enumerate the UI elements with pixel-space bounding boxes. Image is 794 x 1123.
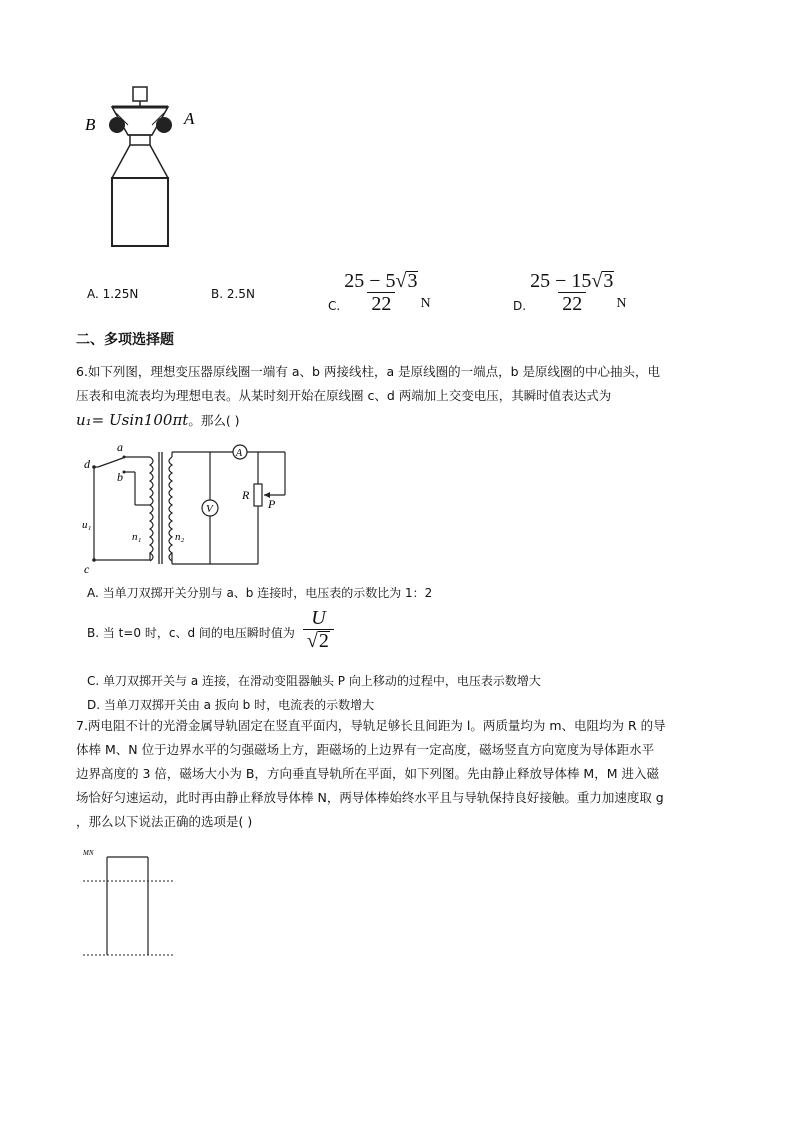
option-c-fraction: $\frac{25 - 5√3}{22}$: [344, 270, 418, 315]
option-d-fraction: $\frac{25 - 15√3}{22}$: [530, 270, 614, 315]
q6-line-1: 6.如下列图，理想变压器原线圈一端有 a、b 两接线柱，a 是原线圈的一端点，b 是原线圈的中心抽头，电: [76, 364, 661, 379]
section-title: 二、多项选择题: [76, 332, 174, 348]
label-c-terminal: c: [84, 562, 90, 575]
label-mn: MN: [83, 849, 94, 857]
figure-transformer-circuit: [80, 440, 300, 575]
option-d-unit: N: [616, 295, 627, 311]
label-b-terminal: b: [117, 470, 123, 484]
option-c-unit: N: [420, 295, 431, 311]
label-a-terminal: a: [117, 440, 123, 454]
q6-formula: u₁= Usin100πt: [76, 411, 189, 429]
label-n2: n₂: [175, 531, 185, 543]
label-n1: n₁: [132, 531, 142, 543]
q7-line-3: 边界高度的 3 倍，磁场大小为 B，方向垂直导轨所在平面，如下列图。先由静止释放导体棒 M，M 进入磁: [76, 766, 659, 781]
q6-line-3: u₁= Usin100πt。那么( ): [76, 411, 240, 429]
label-u1: u₁: [82, 519, 92, 531]
voltmeter-label: V: [206, 503, 213, 515]
label-b: B: [85, 115, 96, 134]
label-d-terminal: d: [84, 457, 90, 471]
q6-option-b-fraction: $\frac{U}{√2}$: [303, 607, 334, 652]
label-r: R: [242, 488, 250, 502]
q6-option-b[interactable]: [87, 607, 334, 652]
q6-option-b-text: B. 当 t=0 时，c、d 间的电压瞬时值为: [87, 626, 295, 640]
label-p: P: [268, 497, 276, 511]
figure-apparatus: [80, 80, 200, 255]
q6-option-d[interactable]: D. 当单刀双掷开关由 a 扳向 b 时，电流表的示数增大: [87, 698, 375, 712]
q7-line-5: ，那么以下说法正确的选项是( ): [76, 814, 253, 829]
q6-option-a[interactable]: A. 当单刀双掷开关分别与 a、b 连接时，电压表的示数比为 1：2: [87, 586, 433, 600]
q5-option-c[interactable]: [328, 270, 431, 315]
figure-rails: [80, 845, 190, 960]
q5-option-b[interactable]: B. 2.5N: [211, 287, 255, 301]
option-d-prefix: D.: [513, 298, 527, 313]
option-c-prefix: C.: [328, 298, 341, 313]
q6-line-2: 压表和电流表均为理想电表。从某时刻开始在原线圈 c、d 两端加上交变电压，其瞬时值表达式为: [76, 388, 612, 403]
q7-line-2: 体棒 M、N 位于边界水平的匀强磁场上方，距磁场的上边界有一定高度，磁场竖直方向宽度为导体距水平: [76, 742, 655, 757]
q7-line-1: 7.两电阻不计的光滑金属导轨固定在竖直平面内，导轨足够长且间距为 l。两质量均为 m、电阻均为 R 的导: [76, 718, 666, 733]
label-a: A: [184, 109, 195, 128]
q5-option-d[interactable]: [513, 270, 626, 315]
ammeter-label: A: [236, 448, 243, 459]
q6-option-c[interactable]: C. 单刀双掷开关与 a 连接，在滑动变阻器触头 P 向上移动的过程中，电压表示数增大: [87, 674, 541, 688]
q5-option-a[interactable]: A. 1.25N: [87, 287, 139, 301]
q7-line-4: 场恰好匀速运动，此时再由静止释放导体棒 N，两导体棒始终水平且与导轨保持良好接触。重力加速度取 g: [76, 790, 664, 805]
